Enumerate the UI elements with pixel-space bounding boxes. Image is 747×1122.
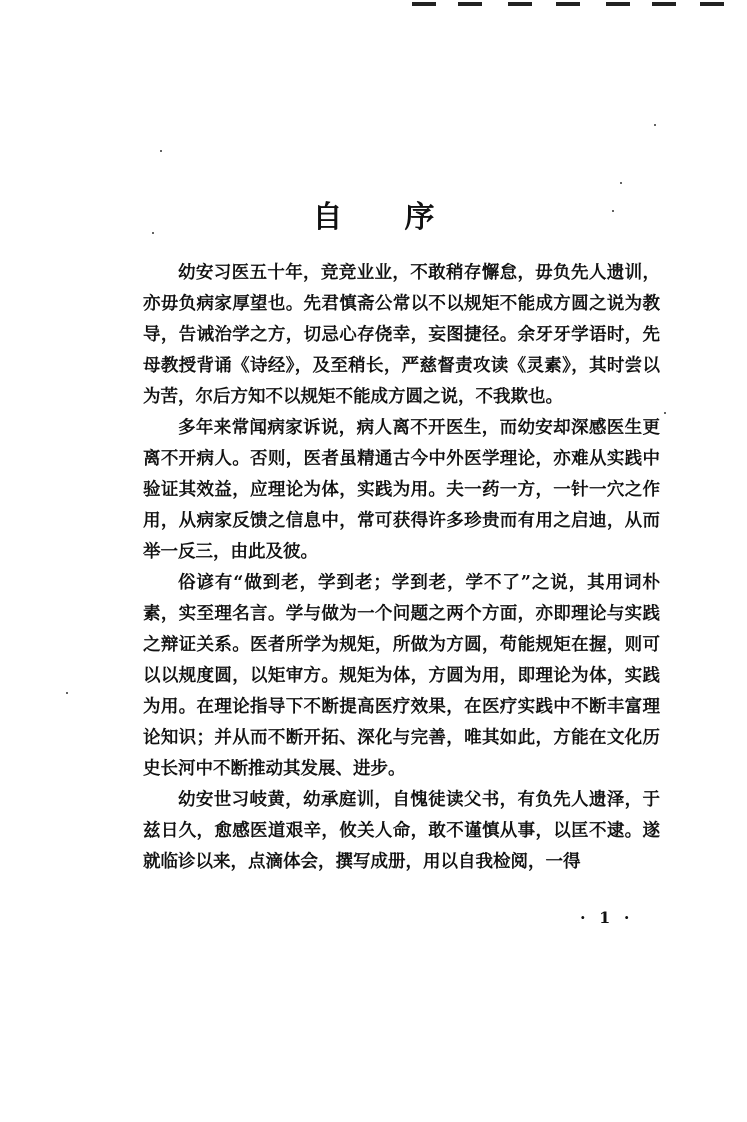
top-rule: [606, 2, 630, 6]
paragraph: 俗谚有“做到老，学到老；学到老，学不了”之说，其用词朴素，实至理名言。学与做为一个问题之两个方面，亦即理论与实践之辩证关系。医者所学为规矩，所做为方圆，苟能规矩在握，则可以以规度圆，以矩审方。规矩为体，方圆为用，即理论为体，实践为用。在理论指导下不断提高医疗效果，在医疗实践中不断丰富理论知识；并从而不断开拓、深化与完善，唯其如此，方能在文化历史长河中不断推动其发展、进步。: [143, 573, 660, 779]
scan-speck: [66, 692, 68, 694]
scan-speck: [664, 412, 666, 414]
page-title: 自序: [312, 200, 497, 235]
top-rule: [652, 2, 676, 6]
top-rule: [508, 2, 532, 6]
paragraph: 幼安习医五十年，竞竞业业，不敢稍存懈怠，毋负先人遗训，亦毋负病家厚望也。先君慎斋公常以不以规矩不能成方圆之说为教导，告诫治学之方，切忌心存侥幸，妄图捷径。余牙牙学语时，先母教授背诵《诗经》，及至稍长，严慈督责攻读《灵素》，其时尝以为苦，尔后方知不以规矩不能成方圆之说，不我欺也。: [143, 263, 660, 407]
body-text: [143, 258, 660, 878]
top-rule: [458, 2, 482, 6]
scan-speck: [654, 124, 656, 126]
paragraph: 多年来常闻病家诉说，病人离不开医生，而幼安却深感医生更离不开病人。否则，医者虽精通古今中外医学理论，亦难从实践中验证其效益，应理论为体，实践为用。夫一药一方，一针一穴之作用，从病家反馈之信息中，常可获得许多珍贵而有用之启迪，从而举一反三，由此及彼。: [143, 418, 660, 562]
page-number: · 1 ·: [580, 908, 634, 927]
top-rule: [700, 2, 724, 6]
top-rule: [556, 2, 580, 6]
top-rule: [412, 2, 436, 6]
scan-speck: [160, 150, 162, 152]
paragraph: 幼安世习岐黄，幼承庭训，自愧徒读父书，有负先人遗泽，于兹日久，愈感医道艰辛，攸关人命，敢不谨慎从事，以匡不逮。遂就临诊以来，点滴体会，撰写成册，用以自我检阅，一得: [143, 790, 660, 872]
scan-speck: [620, 182, 622, 184]
